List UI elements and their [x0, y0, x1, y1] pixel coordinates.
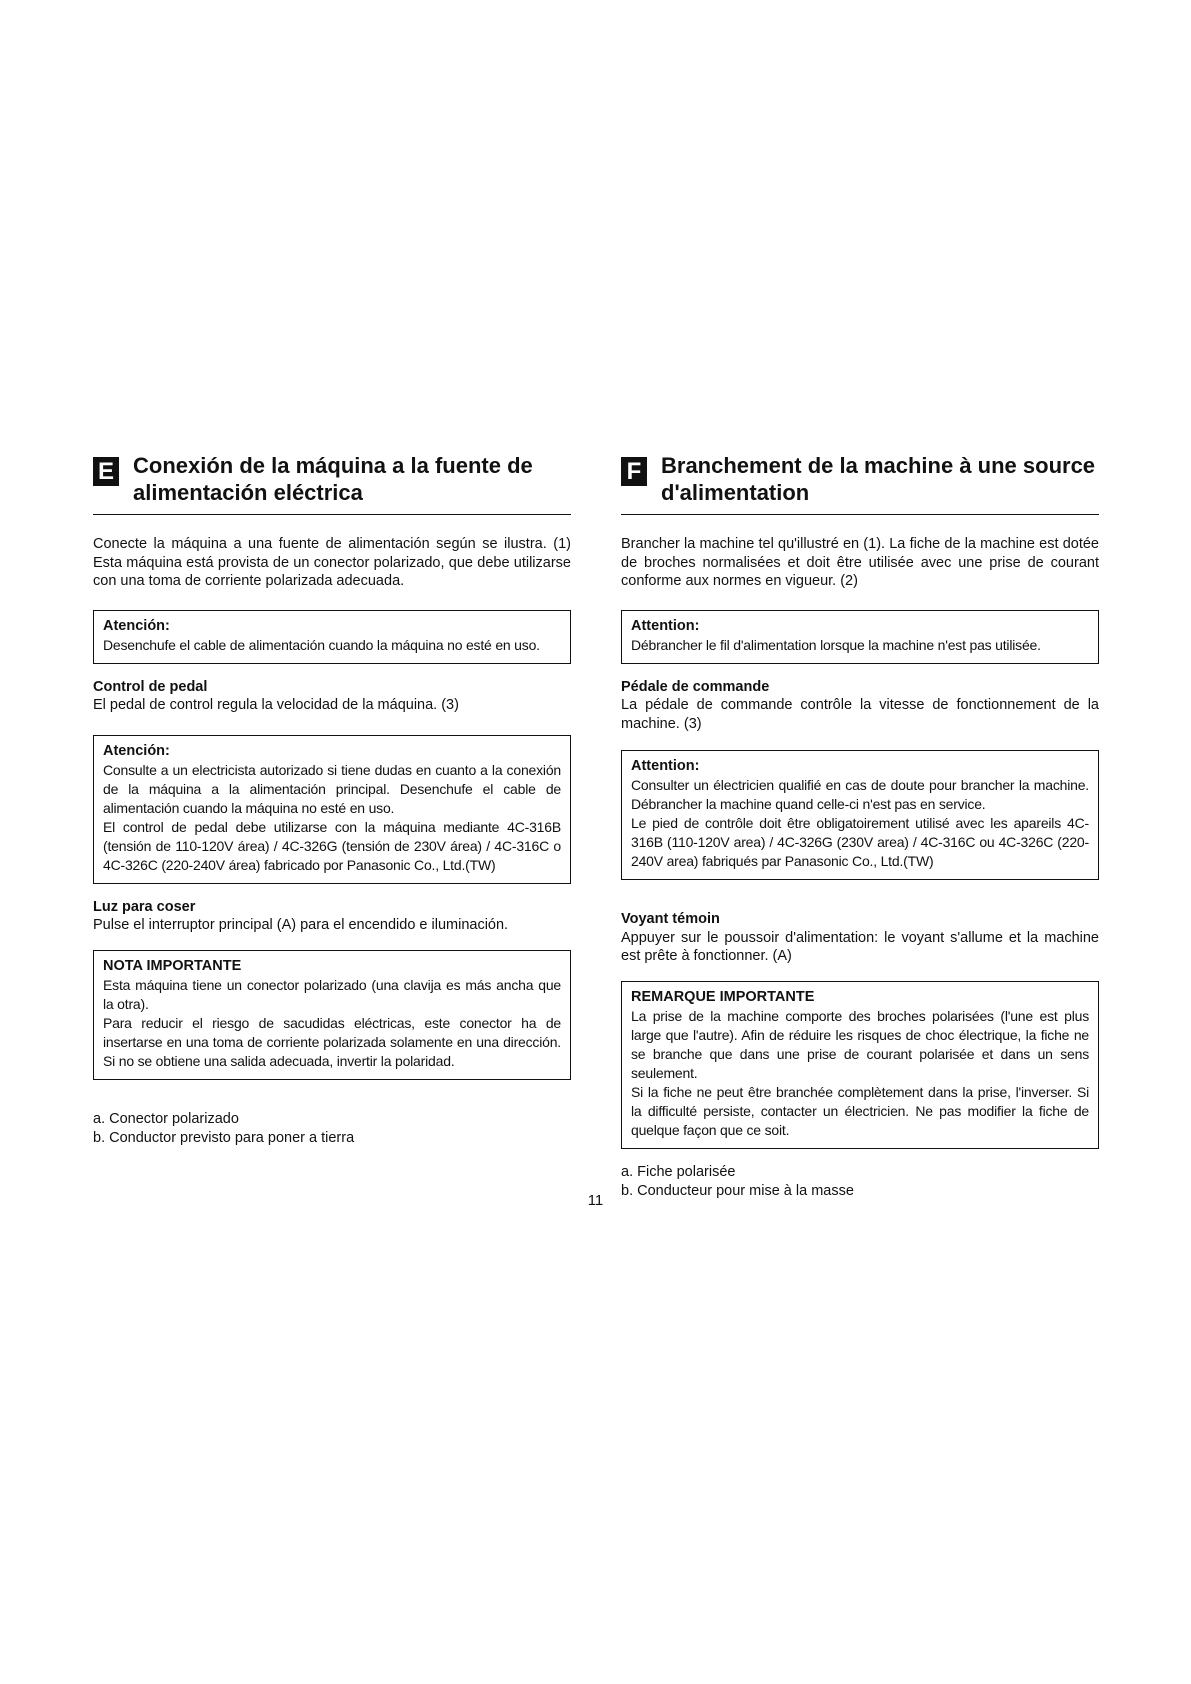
- light-heading: Luz para coser: [93, 898, 196, 915]
- section-heading-fr: [621, 452, 1099, 508]
- title-line-2: alimentación eléctrica: [133, 480, 363, 505]
- note-text: Para reducir el riesgo de sacudidas eléctricas, este conector ha de insertarse en una toma de corriente polarizada solamente en una dirección. Si no se obtiene una salida adecuada, invertir la polaridad.: [103, 1014, 561, 1069]
- list-item: a. Conector polarizado: [93, 1110, 239, 1127]
- legend-list: [93, 1110, 571, 1148]
- page-number: 11: [587, 1192, 604, 1209]
- light-heading: Voyant témoin: [621, 911, 720, 927]
- pedal-heading: Pédale de commande: [621, 678, 770, 695]
- caution-box: [93, 610, 571, 664]
- note-text: La prise de la machine comporte des broches polarisées (l'une est plus large que l'autre). Afin de réduire les risques de choc électrique, la fiche ne se branche que dans une prise de courant polarisée et dans un sens seulement.: [631, 1007, 1089, 1081]
- caution-box: [621, 610, 1099, 664]
- caution-title: Atención:: [103, 617, 170, 634]
- important-note-box: [93, 950, 571, 1080]
- caution-title: Attention:: [631, 617, 700, 634]
- caution-text: Consulte a un electricista autorizado si tiene dudas en cuanto a la conexión de la máquina a la alimentación principal. Desenchufe el cable de alimentación cuando la máquina no esté en uso.: [103, 761, 561, 816]
- caution-title: Atención:: [103, 742, 170, 759]
- list-item: a. Fiche polarisée: [621, 1163, 736, 1180]
- section-title-es: [133, 452, 571, 506]
- pedal-text: La pédale de commande contrôle la vitesse de fonctionnement de la machine. (3): [621, 697, 1099, 732]
- caution-text: Desenchufe el cable de alimentación cuando la máquina no esté en uso.: [103, 636, 540, 653]
- caution-box: [621, 750, 1099, 880]
- caution-box: [93, 735, 571, 884]
- title-line-1: Conexión de la máquina a la fuente de: [133, 453, 533, 478]
- french-column: [621, 452, 1099, 1201]
- heading-rule: [93, 514, 571, 515]
- light-text: Appuyer sur le poussoir d'alimentation: le voyant s'allume et la machine est prête à fonctionner. (A): [621, 929, 1099, 964]
- language-badge-es: E: [93, 457, 119, 486]
- heading-rule: [621, 514, 1099, 515]
- pedal-text: El pedal de control regula la velocidad de la máquina. (3): [93, 697, 459, 713]
- list-item: b. Conductor previsto para poner a tierra: [93, 1129, 355, 1146]
- language-badge-fr: F: [621, 457, 647, 486]
- spanish-column: [93, 452, 571, 1148]
- intro-paragraph: Conecte la máquina a una fuente de alimentación según se ilustra. (1) Esta máquina está provista de un conector polarizado, que debe utilizarse con una toma de corriente polarizada adecuada.: [93, 536, 571, 589]
- section-title-fr: [661, 452, 1099, 506]
- caution-text: Consulter un électricien qualifié en cas de doute pour brancher la machine. Débrancher la machine quand celle-ci n'est pas en service.: [631, 777, 1089, 812]
- caution-text: El control de pedal debe utilizarse con la máquina mediante 4C-316B (tensión de 110-120V área) / 4C-326G (tensión de 230V área) / 4C-316C o 4C-326C (220-240V área) fabricado por Panasonic Co., Ltd.(TW): [103, 818, 561, 873]
- title-line-1: Branchement de la machine à une source: [661, 453, 1096, 478]
- note-text: Esta máquina tiene un conector polarizado (una clavija es más ancha que la otra).: [103, 976, 561, 1012]
- section-heading-es: [93, 452, 571, 508]
- caution-title: Attention:: [631, 758, 700, 774]
- note-title: NOTA IMPORTANTE: [103, 957, 242, 974]
- important-note-box: [621, 981, 1099, 1149]
- note-title: REMARQUE IMPORTANTE: [631, 988, 815, 1005]
- caution-text: Débrancher le fil d'alimentation lorsque la machine n'est pas utilisée.: [631, 636, 1041, 653]
- pedal-heading: Control de pedal: [93, 678, 208, 695]
- list-item: b. Conducteur pour mise à la masse: [621, 1182, 854, 1199]
- note-text: Si la fiche ne peut être branchée complètement dans la prise, l'inverser. Si la difficulté persiste, contacter un électricien. Ne pas modifier la fiche de quelque façon que ce soit.: [631, 1083, 1089, 1138]
- title-line-2: d'alimentation: [661, 480, 810, 505]
- light-text: Pulse el interruptor principal (A) para el encendido e iluminación.: [93, 917, 509, 933]
- intro-paragraph: Brancher la machine tel qu'illustré en (1). La fiche de la machine est dotée de broches normalisées et doit être utilisée avec une prise de courant conforme aux normes en vigueur. (2): [621, 536, 1099, 589]
- caution-text: Le pied de contrôle doit être obligatoirement utilisé avec les apareils 4C-316B (110-120V area) / 4C-326G (230V area) / 4C-316C ou 4C-326C (220-240V area) fabriqués par Panasonic Co., Ltd.(TW): [631, 815, 1089, 869]
